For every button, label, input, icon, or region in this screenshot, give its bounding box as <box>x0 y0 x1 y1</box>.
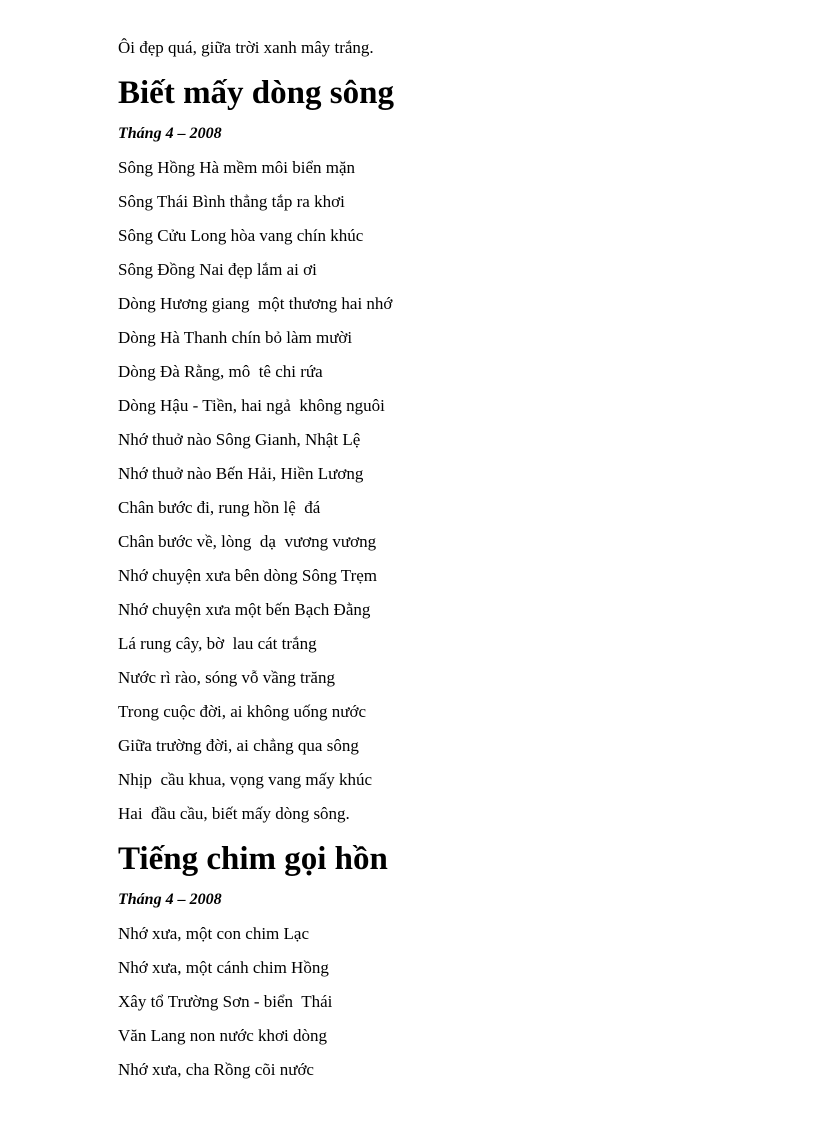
poem-line: Nhớ thuở nào Bến Hải, Hiền Lương <box>118 464 364 483</box>
poem-line: Chân bước về, lòng dạ vương vương <box>118 532 377 551</box>
poem-line: Nhớ xưa, một cánh chim Hồng <box>118 958 329 977</box>
poem-line: Nhớ chuyện xưa một bến Bạch Đằng <box>118 600 371 619</box>
poem-line: Dòng Hương giang một thương hai nhớ <box>118 294 393 313</box>
poem-line: Xây tổ Trường Sơn - biển Thái <box>118 992 333 1011</box>
poem-line: Trong cuộc đời, ai không uống nước <box>118 702 367 721</box>
poem-line: Hai đầu cầu, biết mấy dòng sông. <box>118 804 350 823</box>
poem-line: Văn Lang non nước khơi dòng <box>118 1026 327 1045</box>
poem-line: Dòng Đà Rằng, mô tê chi rứa <box>118 362 323 381</box>
poem-line: Nước rì rào, sóng vỗ vầng trăng <box>118 668 335 687</box>
poem-title: Tiếng chim gọi hồn <box>118 841 388 877</box>
poem-line: Nhịp cầu khua, vọng vang mấy khúc <box>118 770 372 789</box>
poem-date: Tháng 4 – 2008 <box>118 125 222 142</box>
poem-line: Giữa trường đời, ai chẳng qua sông <box>118 736 359 755</box>
poem-line: Sông Cửu Long hòa vang chín khúc <box>118 226 364 245</box>
poem-line: Lá rung cây, bờ lau cát trắng <box>118 634 317 653</box>
poem-line: Nhớ chuyện xưa bên dòng Sông Trẹm <box>118 566 378 585</box>
poem-date: Tháng 4 – 2008 <box>118 891 222 908</box>
poem-line: Dòng Hà Thanh chín bỏ làm mười <box>118 328 353 347</box>
poem-line: Nhớ thuở nào Sông Gianh, Nhật Lệ <box>118 430 361 449</box>
poem-line: Chân bước đi, rung hồn lệ đá <box>118 498 321 517</box>
poem-line: Nhớ xưa, một con chim Lạc <box>118 924 309 943</box>
poem-line: Sông Thái Bình thẳng tắp ra khơi <box>118 192 345 211</box>
poem-title: Biết mấy dòng sông <box>118 75 394 111</box>
poem-line: Sông Đồng Nai đẹp lắm ai ơi <box>118 260 317 279</box>
poem-line: Ôi đẹp quá, giữa trời xanh mây trắng. <box>118 38 374 57</box>
poem-line: Dòng Hậu - Tiền, hai ngả không nguôi <box>118 396 385 415</box>
poem-line: Nhớ xưa, cha Rồng cõi nước <box>118 1060 314 1079</box>
poem-line: Sông Hồng Hà mềm môi biển mặn <box>118 158 356 177</box>
